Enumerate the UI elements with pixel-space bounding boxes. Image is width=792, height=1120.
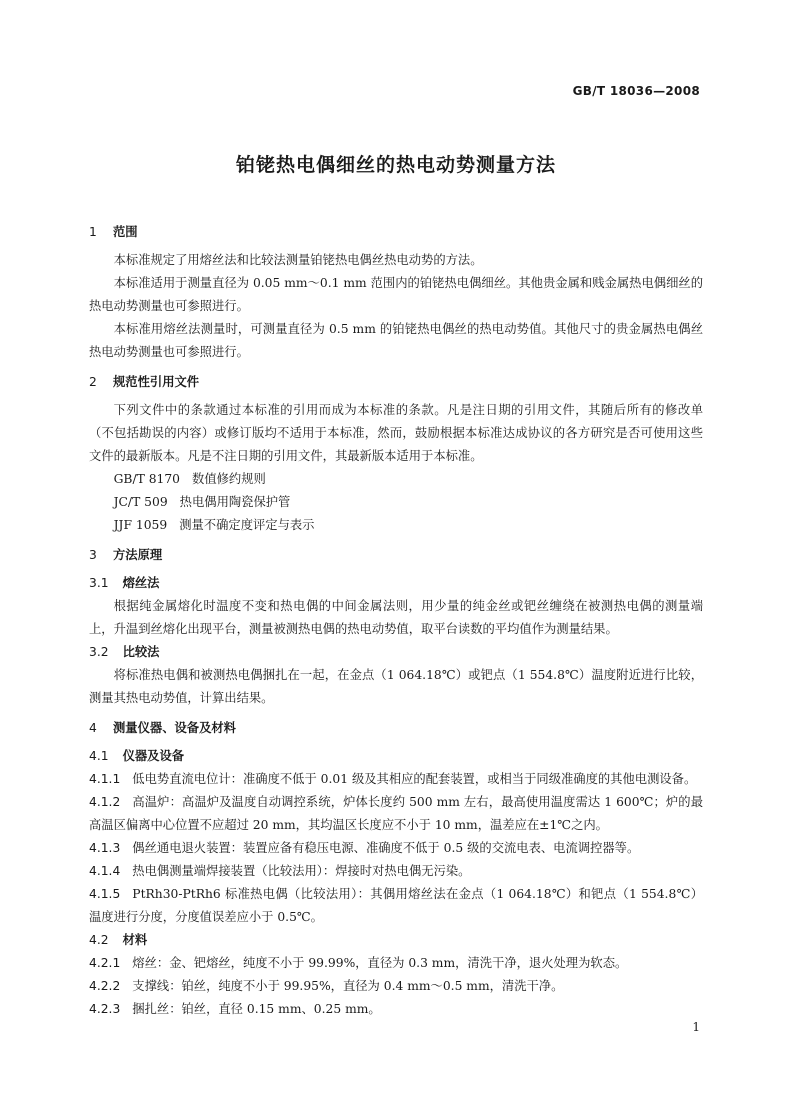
- clause-text: 低电势直流电位计：准确度不低于 0.01 级及其相应的配套装置，或相当于同级准确度的其他电测设备。: [132, 772, 697, 786]
- subsection-title: 比较法: [122, 645, 160, 659]
- clause-item: [89, 837, 703, 860]
- clause-number: 4.1.5: [89, 887, 121, 901]
- subsection-number: 4.1: [89, 749, 109, 763]
- section-number: 1: [89, 225, 97, 239]
- section-title: 范围: [113, 225, 138, 239]
- clause-text: 熔丝：金、钯熔丝，纯度不小于 99.99%，直径为 0.3 mm，清洗干净，退火处理为软态。: [132, 956, 628, 970]
- section-number: 3: [89, 548, 97, 562]
- clause-number: 4.1.3: [89, 841, 121, 855]
- subsection-heading: [89, 745, 703, 768]
- clause-number: 4.2.2: [89, 979, 121, 993]
- subsection-number: 3.2: [89, 645, 109, 659]
- paragraph: 将标准热电偶和被测热电偶捆扎在一起，在金点（1 064.18℃）或钯点（1 554.8℃）温度附近进行比较，测量其热电动势值，计算出结果。: [89, 668, 703, 705]
- clause-item: [89, 860, 703, 883]
- clause-number: 4.2.1: [89, 956, 121, 970]
- subsection-title: 材料: [122, 933, 148, 947]
- paragraph: 本标准适用于测量直径为 0.05 mm～0.1 mm 范围内的铂铑热电偶细丝。其他贵金属和贱金属热电偶细丝的热电动势测量也可参照进行。: [89, 276, 703, 313]
- clause-number: 4.1.4: [89, 864, 121, 878]
- clause-number: 4.1.2: [89, 795, 121, 809]
- clause-text: 捆扎丝：铂丝，直径 0.15 mm、0.25 mm。: [132, 1002, 381, 1016]
- subsection-heading: [89, 929, 703, 952]
- reference-item: [89, 468, 703, 491]
- reference-title: 数值修约规则: [192, 472, 266, 486]
- section-2-heading: [89, 371, 703, 394]
- subsection-heading: [89, 572, 703, 595]
- subsection-title: 仪器及设备: [122, 749, 185, 763]
- section-number: 4: [89, 721, 97, 735]
- reference-code: GB/T 8170: [113, 472, 181, 486]
- clause-item: [89, 883, 703, 929]
- subsection-number: 4.2: [89, 933, 109, 947]
- clause-text: 热电偶测量端焊接装置（比较法用）：焊接时对热电偶无污染。: [132, 864, 471, 878]
- standard-code: GB/T 18036—2008: [572, 84, 700, 98]
- clause-item: [89, 998, 703, 1021]
- section-1-heading: [89, 221, 703, 244]
- clause-text: 支撑线：铂丝，纯度不小于 99.95%，直径为 0.4 mm～0.5 mm，清洗干净。: [132, 979, 564, 993]
- section-title: 测量仪器、设备及材料: [113, 721, 236, 735]
- section-4-heading: [89, 717, 703, 740]
- clause-number: 4.1.1: [89, 772, 121, 786]
- clause-item: [89, 768, 703, 791]
- clause-item: [89, 791, 703, 837]
- clause-text: 偶丝通电退火装置：装置应备有稳压电源、准确度不低于 0.5 级的交流电表、电流调控器等。: [132, 841, 640, 855]
- clause-item: [89, 952, 703, 975]
- reference-title: 测量不确定度评定与表示: [179, 518, 315, 532]
- section-title: 方法原理: [113, 548, 163, 562]
- subsection-title: 熔丝法: [122, 576, 160, 590]
- document-title: 铂铑热电偶细丝的热电动势测量方法: [235, 154, 556, 176]
- reference-code: JJF 1059: [113, 518, 168, 532]
- clause-text: 高温炉：高温炉及温度自动调控系统，炉体长度约 500 mm 左右，最高使用温度需达 1 600℃；炉的最高温区偏离中心位置不应超过 20 mm，其均温区长度应不小于 10 mm，温差应在±1℃之内。: [89, 795, 703, 832]
- paragraph: 根据纯金属熔化时温度不变和热电偶的中间金属法则，用少量的纯金丝或钯丝缠绕在被测热电偶的测量端上，升温到丝熔化出现平台，测量被测热电偶的热电动势值，取平台读数的平均值作为测量结果。: [89, 599, 703, 636]
- section-title: 规范性引用文件: [113, 375, 200, 389]
- reference-item: [89, 514, 703, 537]
- section-3-heading: [89, 544, 703, 567]
- paragraph: 本标准规定了用熔丝法和比较法测量铂铑热电偶丝热电动势的方法。: [113, 253, 483, 267]
- document-body: [89, 214, 703, 1021]
- clause-text: PtRh30-PtRh6 标准热电偶（比较法用）：其偶用熔丝法在金点（1 064.18℃）和钯点（1 554.8℃）温度进行分度，分度值误差应小于 0.5℃。: [89, 887, 703, 924]
- clause-number: 4.2.3: [89, 1002, 121, 1016]
- reference-code: JC/T 509: [113, 495, 168, 509]
- subsection-number: 3.1: [89, 576, 109, 590]
- paragraph: 本标准用熔丝法测量时，可测量直径为 0.5 mm 的铂铑热电偶丝的热电动势值。其他尺寸的贵金属热电偶丝热电动势测量也可参照进行。: [89, 322, 703, 359]
- page-number: 1: [692, 1020, 700, 1034]
- paragraph: 下列文件中的条款通过本标准的引用而成为本标准的条款。凡是注日期的引用文件，其随后所有的修改单（不包括勘误的内容）或修订版均不适用于本标准，然而，鼓励根据本标准达成协议的各方研究是否可使用这些文件的最新版本。凡是不注日期的引用文件，其最新版本适用于本标准。: [89, 403, 703, 463]
- reference-title: 热电偶用陶瓷保护管: [179, 495, 291, 509]
- section-number: 2: [89, 375, 97, 389]
- subsection-heading: [89, 641, 703, 664]
- clause-item: [89, 975, 703, 998]
- reference-item: [89, 491, 703, 514]
